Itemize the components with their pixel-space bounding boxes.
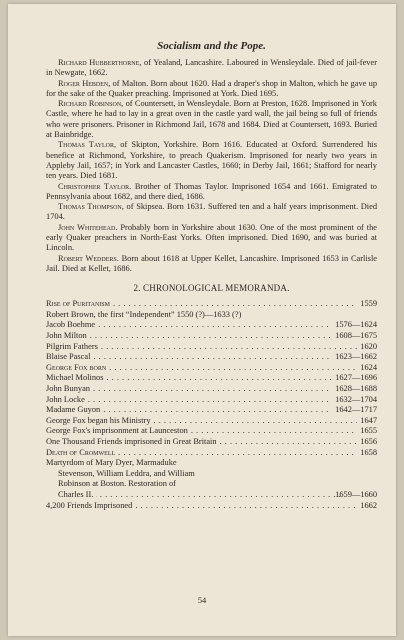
leader-dots [88,395,332,406]
bio-text: , of Skipsea. Born 1631. Suffered ten and a half years imprisonment. Died 1704. [46,202,378,222]
chronology-event: George Fox began his Ministry [46,415,151,425]
chronology-event: Robert Brown, the first “Independent” 1550 (?)—1633 (?) [46,309,242,319]
chronology-row [46,299,377,310]
section-heading: 2. CHRONOLOGICAL MEMORANDA. [133,283,290,294]
chronology-event: Pilgrim Fathers [46,341,98,351]
leader-dots [113,299,357,310]
chronology-date: 1628—1688 [335,383,377,393]
chronology-event: George Fox born [46,362,107,372]
chronology-row [46,342,377,353]
chronology-event: Madame Guyon [46,405,101,415]
chronology-row [58,490,377,501]
bio-name: Christopher Taylor [58,181,130,191]
chronology-date: 1620 [360,341,377,351]
chronology-date: 1632—1704 [335,394,377,404]
leader-dots [191,426,357,437]
chronology-row [46,437,377,448]
leader-dots [135,501,357,512]
chronology-date: 1656 [360,436,377,446]
bio-name: Roger Hebden [58,78,109,88]
bio-name: Richard Robinson [58,99,122,109]
leader-dots [154,416,358,427]
chronology-date: 1655 [360,426,377,436]
chronology-row [46,363,377,374]
chronology-row [46,352,377,363]
bio-text: , of Yealand, Lancashire. Laboured in Wensleydale. Died of jail-fever in Newgate, 1662. [46,58,377,78]
chronology-event: John Milton [46,331,87,341]
chronology-event: Rise of Puritanism [46,299,110,309]
chronology-row [46,405,377,416]
chronology-row [46,373,377,384]
bio-entry [46,182,377,203]
chronology-row [46,448,377,459]
chronology-row [46,501,377,512]
chronology-date: 1662 [360,500,377,510]
chronology-row [46,426,377,437]
chronology-event: Death of Cromwell [46,447,116,457]
running-head: Socialism and the Pope. [157,40,266,52]
bio-text: . Brother of Thomas Taylor. Imprisoned 1654 and 1661. Emigrated to Pennsylvania about 1682, and there died, 1686. [46,181,377,201]
chronology-row-multiline [46,458,377,500]
chronology-row [46,384,377,395]
bio-name: Thomas Taylor [58,140,115,150]
chronology-row [46,416,377,427]
leader-dots [109,363,357,374]
chronology-row [46,320,377,331]
chronology-event-line: Robinson at Boston. Restoration of [58,479,176,489]
bio-text: . Probably born in Yorkshire about 1630. One of the most prominent of the early Quaker preachers in North-East Yorks. Often imprisoned. Died 1690, and was buried at Lincoln. [46,222,377,253]
chronology-row [46,395,377,406]
leader-dots [96,490,344,501]
chronology-date: 1559 [360,299,377,309]
chronology-date: 1623—1662 [335,352,377,362]
leader-dots [220,437,358,448]
chronology-date: 1647 [360,415,377,425]
bio-entry [46,79,377,100]
chronology-event: 4,200 Friends Imprisoned [46,500,133,510]
bio-text: , of Skipton, Yorkshire. Born 1616. Educated at Oxford. Surrendered his benefice at Richmond, Yorkshire, to preach Quakerism. Imprisoned for nearly two years in Appleby Jail, 1657; in York and Lancaster Castles, 1660; in Derby Jail, 1661; Stafford for nearly ten years. Died 1681. [46,140,378,181]
chronology-date: 1659—1660 [335,489,377,499]
chronology-date: 1576—1624 [335,320,377,330]
chronology-event: Blaise Pascal [46,352,91,362]
bio-text: . Born about 1618 at Upper Kellet, Lancashire. Imprisoned 1653 in Carlisle Jail. Died at Kellet, 1686. [46,253,377,273]
page-content [46,40,377,511]
chronology-list [46,299,377,511]
chronology-event: John Bunyan [46,383,90,393]
bio-entry [46,254,377,275]
leader-dots [106,373,332,384]
bio-entry [46,99,377,140]
chronology-date: 1642—1717 [335,405,377,415]
chronology-event: One Thousand Friends imprisoned in Great Britain [46,436,217,446]
chronology-event: George Fox's imprisonment at Launceston [46,426,188,436]
page-number: 54 [197,596,207,605]
chronology-date: 1624 [360,362,377,372]
chronology-row [46,331,377,342]
chronology-event: John Locke [46,394,85,404]
leader-dots [93,352,332,363]
leader-dots [90,331,332,342]
chronology-row [46,310,377,321]
bio-name: Richard Hubberthorne [58,58,140,67]
book-page [8,4,396,636]
chronology-event-line: Stevenson, William Leddra, and William [58,468,195,478]
chronology-event-line: Martyrdom of Mary Dyer, Marmaduke [46,458,177,468]
bio-text: , of Malton. Born about 1620. Had a draper's shop in Malton, which he gave up for the sake of the Quaker preaching. Imprisoned at York. Died 1695. [46,78,378,98]
bio-name: Robert Wedders [58,253,117,263]
bio-name: Thomas Thompson [58,202,122,212]
leader-dots [103,405,332,416]
bio-entry [46,223,377,254]
leader-dots [93,384,332,395]
chronology-date: 1608—1675 [335,331,377,341]
chronology-event: Jacob Boehme [46,320,96,330]
chronology-date: 1627—1696 [335,373,377,383]
bio-entry [46,140,377,181]
leader-dots [101,342,357,353]
chronology-date: 1658 [360,447,377,457]
chronology-event-line: Charles II. [58,489,94,499]
leader-dots [118,448,357,459]
chronology-event: Michael Molinos [46,373,104,383]
bio-entry [46,58,377,79]
biography-list [46,58,377,274]
bio-entry [46,202,377,223]
leader-dots [98,320,332,331]
bio-name: John Whitehead [58,222,116,232]
bio-text: , of Countersett, in Wensleydale. Born at Preston, 1628. Imprisoned in York Castle, where he had to lay in a great oven in the castle yard wall, the jail being so full of friends who were prisoners. Prisoner in Richmond Jail, 1678 and 1684. Died at Countersett, 1693. Buried at Bainbridge. [46,99,377,140]
